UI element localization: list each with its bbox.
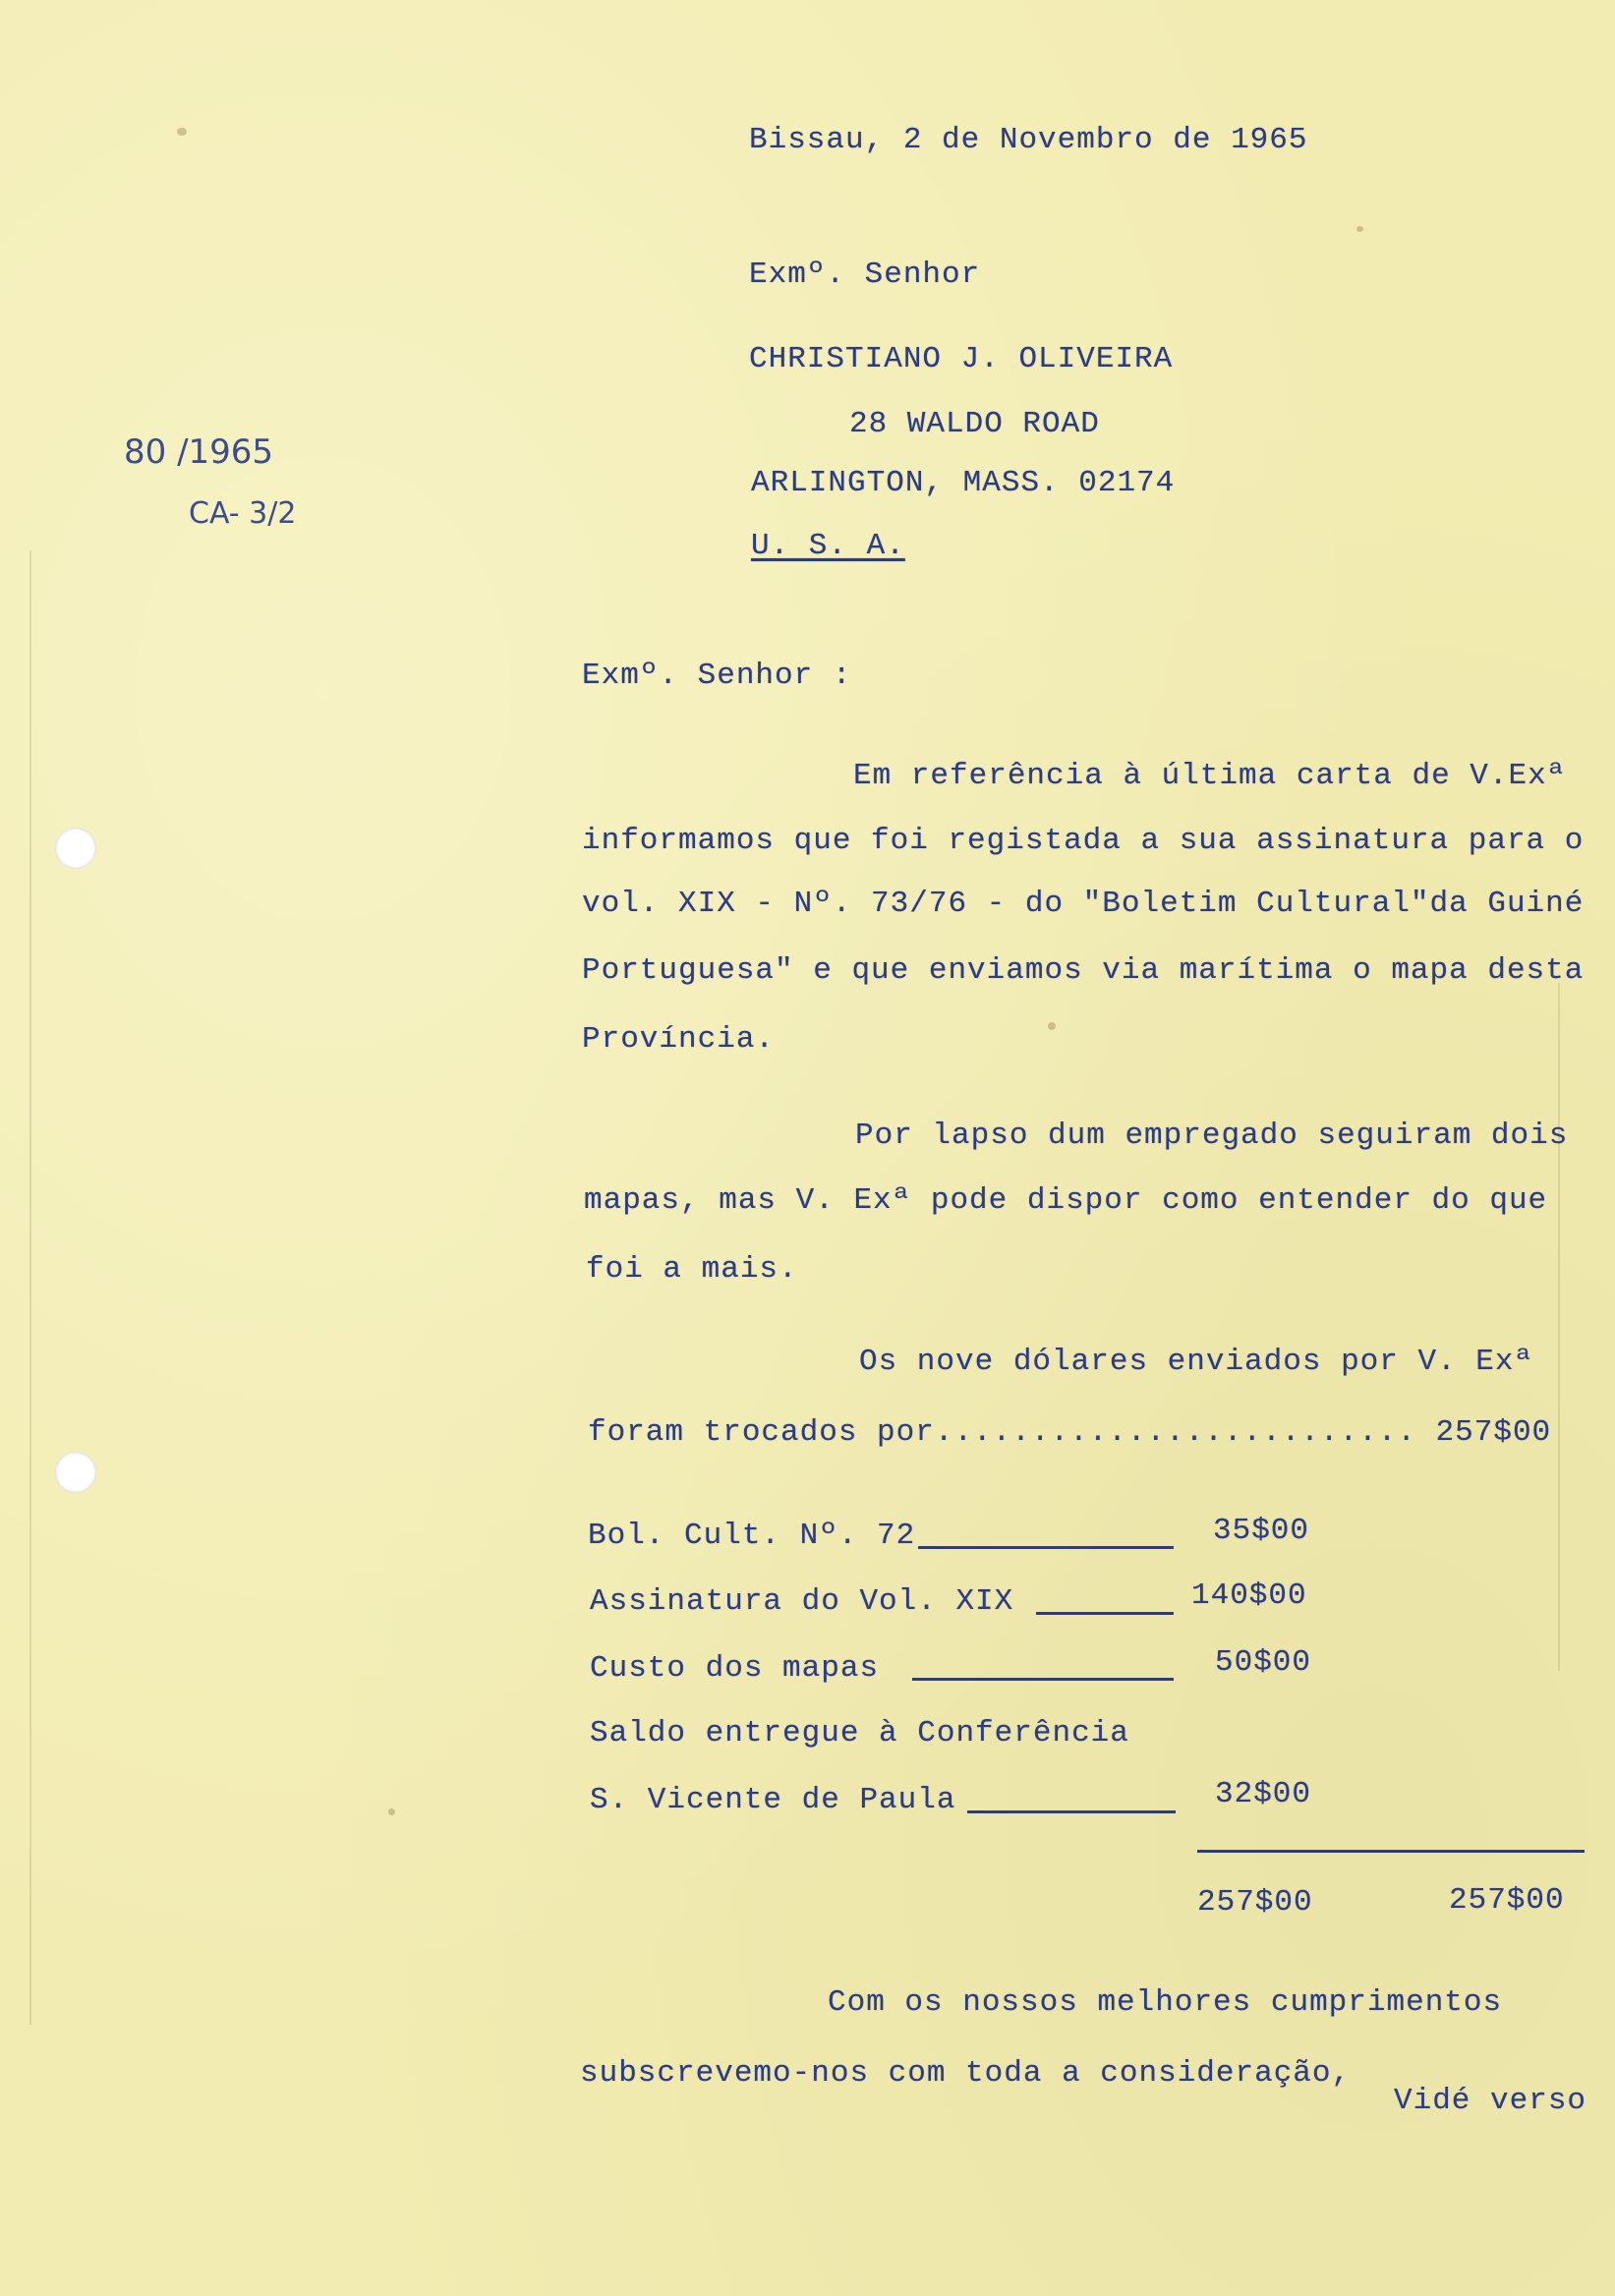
paragraph2-line: mapas, mas V. Exª pode dispor como entender do que — [584, 1183, 1548, 1218]
breakdown-amount: 32$00 — [1215, 1777, 1312, 1811]
paragraph1-line: Em referência à última carta de V.Exª — [853, 759, 1567, 793]
continued-note: Vidé verso — [1394, 2084, 1587, 2118]
paper-crease — [29, 550, 31, 2025]
paragraph3-line: foram trocados por......................... 257$00 — [588, 1415, 1552, 1450]
paper-stain — [1048, 1022, 1056, 1030]
fill-line — [967, 1810, 1176, 1813]
recipient-country: U. S. A. — [751, 529, 905, 563]
breakdown-label: Bol. Cult. Nº. 72 — [588, 1519, 916, 1553]
recipient-name: CHRISTIANO J. OLIVEIRA — [749, 342, 1174, 376]
paragraph1-line: informamos que foi registada a sua assinatura para o — [582, 824, 1585, 858]
place-date: Bissau, 2 de Novembro de 1965 — [749, 123, 1308, 157]
paragraph1-line: vol. XIX - Nº. 73/76 - do "Boletim Cultural"da Guiné — [582, 887, 1585, 921]
breakdown-amount: 50$00 — [1215, 1645, 1312, 1680]
paragraph2-line: Por lapso dum empregado seguiram dois — [855, 1119, 1569, 1153]
fill-line — [918, 1546, 1174, 1549]
paragraph2-line: foi a mais. — [586, 1252, 798, 1287]
ref-number: 80 /1965 — [124, 432, 274, 472]
breakdown-label: Custo dos mapas — [590, 1651, 880, 1686]
total-rule — [1197, 1850, 1585, 1853]
fill-line — [912, 1678, 1174, 1681]
punch-hole-bottom — [55, 1452, 96, 1493]
breakdown-label: Saldo entregue à Conferência — [590, 1716, 1129, 1751]
breakdown-amount: 35$00 — [1213, 1514, 1310, 1548]
paper-stain — [177, 128, 187, 136]
paper-crease — [1558, 983, 1560, 1671]
paragraph1-line: Portuguesa" e que enviamos via marítima o mapa desta — [582, 953, 1585, 988]
breakdown-amount: 140$00 — [1191, 1578, 1307, 1613]
closing-line: subscrevemo-nos com toda a consideração, — [580, 2056, 1352, 2091]
closing-line: Com os nossos melhores cumprimentos — [828, 1985, 1503, 2020]
paragraph3-line: Os nove dólares enviados por V. Exª — [859, 1345, 1534, 1379]
ref-code: CA- 3/2 — [189, 496, 297, 531]
total-right: 257$00 — [1449, 1883, 1565, 1918]
paragraph1-line: Província. — [582, 1022, 776, 1057]
salutation-top: Exmº. Senhor — [749, 258, 981, 292]
total-left: 257$00 — [1197, 1885, 1313, 1920]
fill-line — [1036, 1612, 1174, 1615]
greeting: Exmº. Senhor : — [582, 659, 852, 693]
punch-hole-top — [55, 828, 96, 869]
breakdown-label: Assinatura do Vol. XIX — [590, 1584, 1014, 1619]
paper-stain — [388, 1808, 395, 1815]
recipient-street: 28 WALDO ROAD — [849, 407, 1100, 441]
paper-stain — [1356, 226, 1363, 232]
breakdown-label: S. Vicente de Paula — [590, 1783, 956, 1817]
recipient-city: ARLINGTON, MASS. 02174 — [751, 466, 1176, 500]
